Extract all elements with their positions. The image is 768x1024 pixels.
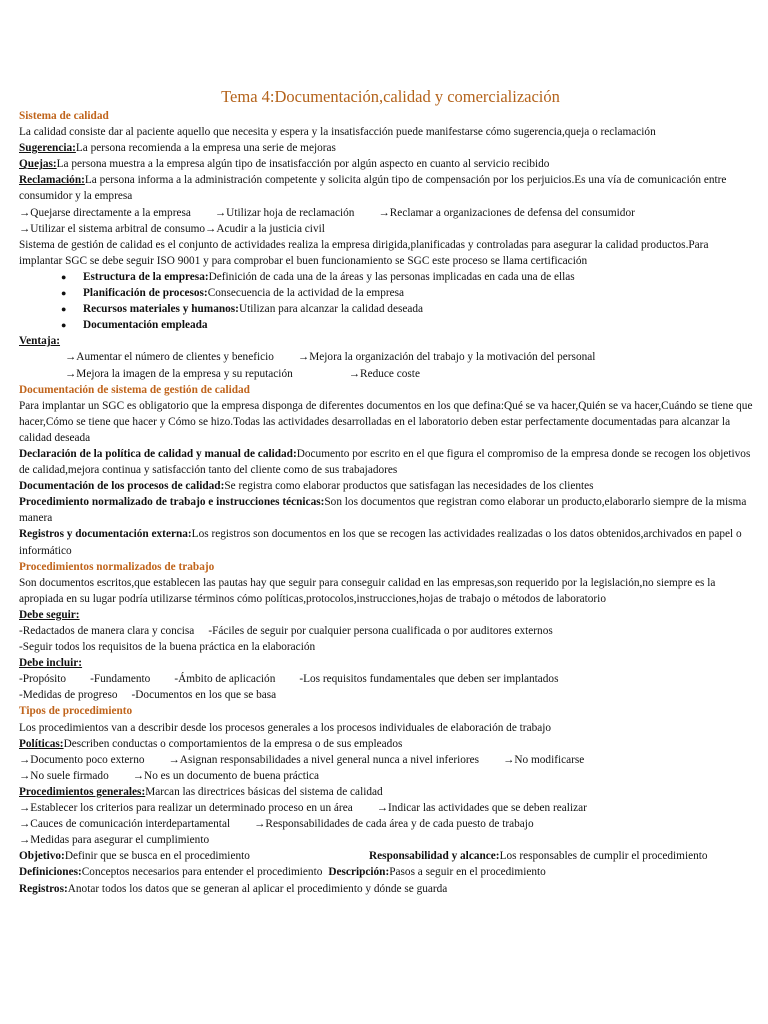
- arrow-item: →Mejora la imagen de la empresa y su reputación: [65, 367, 293, 380]
- arrow-item: →Utilizar el sistema arbitral de consumo: [19, 222, 206, 235]
- dash-line: [19, 671, 754, 687]
- term-label: Descripción:: [328, 866, 390, 879]
- arrow-line: [19, 221, 754, 237]
- arrow-item: →Establecer los criterios para realizar un determinado proceso en un área: [19, 802, 353, 815]
- arrow-line: [19, 349, 754, 365]
- dash-item: -Ámbito de aplicación: [174, 673, 276, 686]
- dash-item: -Propósito: [19, 673, 67, 686]
- arrow-item: →No suele firmado: [19, 769, 109, 782]
- arrow-line: [19, 768, 754, 784]
- item-text: Utilizan para alcanzar la calidad deseada: [238, 303, 424, 316]
- arrow-line: [19, 366, 754, 382]
- term-text: Anotar todos los datos que se generan al aplicar el procedimiento y dónde se guarda: [67, 882, 448, 895]
- dash-item: -Redactados de manera clara y concisa: [19, 625, 195, 637]
- dash-item: -Fundamento: [90, 673, 151, 686]
- term-label: Debe seguir:: [19, 608, 80, 621]
- objetivo-cell: [19, 848, 369, 864]
- term-text: Se registra como elaborar productos que satisfagan las necesidades de los clientes: [224, 480, 594, 493]
- list-item: [61, 317, 754, 333]
- section-heading-documentacion-sgc: Documentación de sistema de gestión de calidad: [19, 383, 250, 396]
- definition-definiciones-descripcion: [19, 864, 754, 880]
- term-text: Los registros son documentos en los que se recogen las actividades realizadas o los datos obtenidos,archivados en papel o informático: [19, 528, 742, 557]
- definition-sugerencia: [19, 140, 754, 156]
- dash-item: -Los requisitos fundamentales que deben ser implantados: [299, 673, 559, 686]
- arrow-line: [19, 752, 754, 768]
- term-text: Marcan las directrices básicas del sistema de calidad: [145, 785, 383, 798]
- term-label: Debe incluir:: [19, 657, 83, 670]
- item-label: Documentación empleada: [83, 319, 208, 332]
- ventaja-heading: [19, 333, 754, 349]
- term-label: Procedimientos generales:: [19, 785, 146, 798]
- definition-quejas: [19, 156, 754, 172]
- term-text: Son los documentos que registran como elaborar un producto,elaborarlo siempre de la misma manera: [19, 496, 747, 525]
- dash-line: [19, 687, 754, 703]
- term-text: Los responsables de cumplir el procedimiento: [499, 850, 708, 863]
- term-text: La persona recomienda a la empresa una serie de mejoras: [75, 142, 336, 155]
- definition-registros: [19, 881, 754, 897]
- dash-item: -Medidas de progreso: [19, 689, 118, 702]
- arrow-item: →Documento poco externo: [19, 753, 145, 766]
- term-text: Describen conductas o comportamientos de la empresa o de sus empleados: [63, 737, 403, 750]
- definition-objetivo-responsabilidad: [19, 848, 754, 864]
- term-text: Documento por escrito en el que figura el compromiso de la empresa donde se recogen los objetivos de calidad,mejora continua y satisfacción tanto del cliente como de sus trabajadores: [19, 447, 751, 477]
- paragraph: Los procedimientos van a describir desde los procesos generales a los procesos individuales de elaboración de trabajo: [19, 721, 552, 734]
- term-label: Registros:: [19, 882, 68, 895]
- dash-item: -Documentos en los que se basa: [131, 689, 277, 702]
- paragraph: Para implantar un SGC es obligatorio que la empresa disponga de diferentes documentos en los que defina:Qué se va hacer,Quién se va hacer,Cuándo se tiene que hacer,Cómo se tiene que hacer y Cómo se hizo.Todas las actividades desarrolladas en el laboratorio deben estar perfectamente documentadas para alcanzar la calidad deseada: [19, 399, 753, 444]
- term-label: Sugerencia:: [19, 142, 76, 155]
- arrow-item: →Aumentar el número de clientes y beneficio: [65, 351, 274, 364]
- term-label: Responsabilidad y alcance:: [369, 850, 500, 863]
- dash-line: -Seguir todos los requisitos de la buena práctica en la elaboración: [19, 641, 316, 654]
- bullet-list: [19, 269, 754, 333]
- definition-item: [19, 478, 754, 494]
- page-title: Tema 4:Documentación,calidad y comercialización: [221, 87, 560, 106]
- arrow-line: [19, 816, 754, 832]
- term-label: Ventaja:: [19, 335, 61, 348]
- paragraph: La calidad consiste dar al paciente aquello que necesita y espera y la insatisfacción puede manifestarse cómo sugerencia,queja o reclamación: [19, 126, 656, 139]
- term-label: Políticas:: [19, 737, 64, 750]
- item-label: Recursos materiales y humanos:: [83, 303, 239, 316]
- term-label: Declaración de la política de calidad y manual de calidad:: [19, 447, 297, 460]
- arrow-item: →No es un documento de buena práctica: [132, 769, 320, 782]
- arrow-item: →Reclamar a organizaciones de defensa del consumidor: [378, 206, 635, 219]
- definition-reclamacion: [19, 172, 754, 204]
- dash-line: [19, 623, 754, 639]
- arrow-item: →Indicar las actividades que se deben realizar: [376, 802, 587, 815]
- section-heading-sistema-calidad: Sistema de calidad: [19, 110, 109, 122]
- term-text: La persona informa a la administración competente y solicita algún tipo de compensación por los perjuicios.Es una vía de comunicación entre consumidor y la empresa: [19, 174, 727, 203]
- item-text: Consecuencia de la actividad de la empresa: [207, 287, 405, 300]
- definition-item: [19, 494, 754, 526]
- arrow-item: →Quejarse directamente a la empresa: [19, 206, 191, 219]
- definition-item: [19, 446, 754, 478]
- paragraph: Sistema de gestión de calidad es el conjunto de actividades realiza la empresa dirigida,planificadas y controladas para asegurar la calidad productos.Para implantar SGC se debe seguir ISO 9001 y para comprobar el buen funcionamiento se SGC este proceso se llama certificación: [19, 238, 709, 267]
- item-text: Definición de cada una de la áreas y las personas implicadas en cada una de ellas: [208, 270, 575, 283]
- section-heading-procedimientos-normalizados: Procedimientos normalizados de trabajo: [19, 560, 215, 573]
- term-label: Definiciones:: [19, 866, 82, 879]
- section-heading-tipos-procedimiento: Tipos de procedimiento: [19, 705, 133, 718]
- term-label: Objetivo:: [19, 850, 65, 863]
- term-label: Documentación de los procesos de calidad:: [19, 480, 225, 493]
- dash-item: -Fáciles de seguir por cualquier persona cualificada o por auditores externos: [208, 625, 553, 637]
- term-text: Pasos a seguir en el procedimiento: [389, 866, 546, 879]
- term-text: La persona muestra a la empresa algún tipo de insatisfacción por algún aspecto en cuanto al servicio recibido: [56, 158, 550, 171]
- list-item: [61, 285, 754, 301]
- list-item: [61, 269, 754, 285]
- arrow-item: →Responsabilidades de cada área y de cada puesto de trabajo: [254, 818, 534, 831]
- paragraph: Son documentos escritos,que establecen las pautas hay que seguir para conseguir calidad en las empresas,son requerido por la legislación,no siempre es la apropiada en su lugar podría utilizarse términos cómo políticas,protocolos,instrucciones,hojas de trabajo o métodos de laboratorio: [19, 576, 716, 605]
- term-label: Procedimiento normalizado de trabajo e instrucciones técnicas:: [19, 496, 325, 509]
- arrow-item: →Cauces de comunicación interdepartamental: [19, 818, 231, 831]
- definition-generales: [19, 784, 754, 800]
- arrow-line: →Medidas para asegurar el cumplimiento: [19, 834, 210, 847]
- debe-seguir-heading: [19, 607, 754, 623]
- debe-incluir-heading: [19, 655, 754, 671]
- arrow-item: →Utilizar hoja de reclamación: [214, 206, 355, 219]
- arrow-line: [19, 205, 754, 221]
- term-text: Definir que se busca en el procedimiento: [64, 850, 250, 863]
- definition-item: [19, 526, 754, 558]
- list-item: [61, 301, 754, 317]
- item-label: Planificación de procesos:: [83, 287, 208, 300]
- term-label: Reclamación:: [19, 174, 85, 187]
- arrow-item: →Acudir a la justicia civil: [205, 222, 325, 235]
- definition-politicas: [19, 736, 754, 752]
- arrow-line: [19, 800, 754, 816]
- item-label: Estructura de la empresa:: [83, 270, 209, 283]
- arrow-item: →Asignan responsabilidades a nivel general nunca a nivel inferiores: [168, 753, 480, 766]
- term-text: Conceptos necesarios para entender el procedimiento: [81, 866, 323, 879]
- arrow-item: →Reduce coste: [348, 367, 420, 380]
- term-label: Registros y documentación externa:: [19, 528, 192, 541]
- term-label: Quejas:: [19, 158, 57, 171]
- arrow-item: →Mejora la organización del trabajo y la motivación del personal: [297, 351, 596, 364]
- arrow-item: →No modificarse: [503, 753, 585, 766]
